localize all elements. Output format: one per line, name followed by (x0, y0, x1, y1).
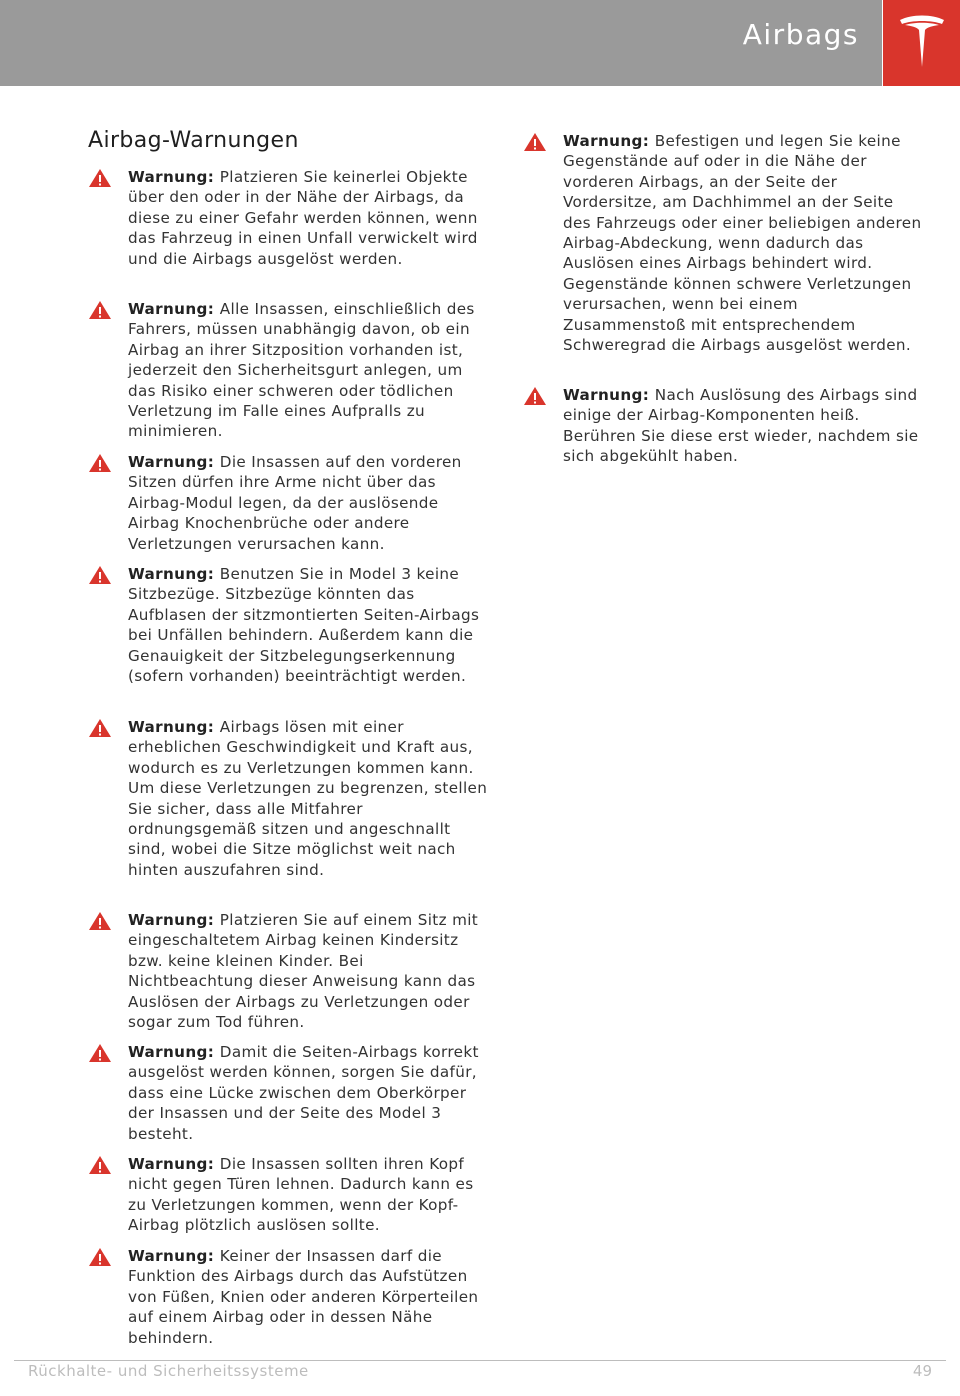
warning-item (128, 1154, 488, 1236)
warning-text: Keiner der Insassen darf die Funktion des Airbags durch das Aufstützen von Füßen, Knien oder anderen Körperteilen auf einem Airbag oder in dessen Nähe behindern. (128, 1247, 479, 1347)
warning-item (128, 910, 488, 1032)
warning-triangle-icon (88, 1155, 112, 1175)
warning-item (128, 452, 488, 554)
warning-triangle-icon (88, 565, 112, 585)
warning-triangle-icon (88, 1043, 112, 1063)
warning-label: Warnung: (563, 386, 655, 404)
warning-label: Warnung: (128, 1247, 220, 1265)
warning-text: Alle Insassen, einschließlich des Fahrers, müssen unabhängig davon, ob ein Airbag an ihrer Sitzposition vorhanden ist, jederzeit den Sicherheitsgurt anlegen, um das Risiko einer schweren oder tödlichen Verletzung im Falle eines Aufpralls zu minimieren. (128, 300, 475, 441)
warning-label: Warnung: (128, 1155, 220, 1173)
warning-label: Warnung: (563, 132, 655, 150)
warning-label: Warnung: (128, 300, 220, 318)
warning-label: Warnung: (128, 1043, 220, 1061)
warning-triangle-icon (523, 386, 547, 406)
warning-triangle-icon (88, 300, 112, 320)
warning-item (128, 564, 488, 686)
warning-text: Platzieren Sie auf einem Sitz mit eingeschaltetem Airbag keinen Kindersitz bzw. keine kleinen Kinder. Bei Nichtbeachtung dieser Anweisung kann das Auslösen der Airbags zu Verletzungen oder sogar zum Tod führen. (128, 911, 479, 1032)
warning-item (128, 1246, 488, 1348)
warning-label: Warnung: (128, 565, 220, 583)
warning-text: Damit die Seiten-Airbags korrekt ausgelöst werden können, sorgen Sie dafür, dass eine Lücke zwischen dem Oberkörper der Insassen und der Seite des Model 3 besteht. (128, 1043, 479, 1143)
warning-item (128, 717, 488, 880)
warning-label: Warnung: (128, 718, 220, 736)
page-header-title: Airbags (742, 18, 859, 51)
warning-text: Die Insassen auf den vorderen Sitzen dürfen ihre Arme nicht über das Airbag-Modul legen, da der auslösende Airbag Knochenbrüche oder andere Verletzungen verursachen kann. (128, 453, 462, 553)
tesla-logo-icon (897, 13, 947, 69)
logo-box (883, 0, 960, 86)
warning-text: Platzieren Sie keinerlei Objekte über den oder in der Nähe der Airbags, da diese zu einer Gefahr werden können, wenn das Fahrzeug in einen Unfall verwickelt wird und die Airbags ausgelöst werden. (128, 168, 478, 268)
warning-text: Benutzen Sie in Model 3 keine Sitzbezüge. Sitzbezüge könnten das Aufblasen der sitzmontierten Seiten-Airbags bei Unfällen behindern. Außerdem kann die Genauigkeit der Sitzbelegungserkennung (sofern vorhanden) beeinträchtigt werden. (128, 565, 480, 686)
warning-item (563, 385, 923, 467)
footer-page-number: 49 (912, 1362, 932, 1380)
warning-item (128, 1042, 488, 1144)
warning-text: Die Insassen sollten ihren Kopf nicht gegen Türen lehnen. Dadurch kann es zu Verletzungen kommen, wenn der Kopf-Airbag plötzlich auslösen sollte. (128, 1155, 474, 1235)
warning-item (128, 167, 488, 269)
warning-triangle-icon (88, 911, 112, 931)
warning-label: Warnung: (128, 453, 220, 471)
warning-label: Warnung: (128, 168, 220, 186)
warning-item (563, 131, 923, 355)
warning-triangle-icon (88, 453, 112, 473)
warning-text: Nach Auslösung des Airbags sind einige der Airbag-Komponenten heiß. Berühren Sie diese erst wieder, nachdem sie sich abgekühlt haben. (563, 386, 919, 466)
warning-triangle-icon (88, 718, 112, 738)
warning-triangle-icon (88, 1247, 112, 1267)
footer-divider (14, 1360, 946, 1361)
warning-triangle-icon (88, 168, 112, 188)
section-heading: Airbag-Warnungen (88, 128, 299, 153)
footer-section-name: Rückhalte- und Sicherheitssysteme (28, 1362, 309, 1380)
warning-label: Warnung: (128, 911, 220, 929)
warning-item (128, 299, 488, 442)
warning-text: Befestigen und legen Sie keine Gegenstände auf oder in die Nähe der vorderen Airbags, an der Seite der Vordersitze, am Dachhimmel an der Seite des Fahrzeugs oder einer beliebigen anderen Airbag-Abdeckung, wenn dadurch das Auslösen eines Airbags behindert wird. Gegenstände können schwere Verletzungen verursachen, wenn bei einem Zusammenstoß mit entsprechendem Schweregrad die Airbags ausgelöst werden. (563, 132, 922, 355)
warning-text: Airbags lösen mit einer erheblichen Geschwindigkeit und Kraft aus, wodurch es zu Verletzungen kommen kann. Um diese Verletzungen zu begrenzen, stellen Sie sicher, dass alle Mitfahrer ordnungsgemäß sitzen und angeschnallt sind, wobei die Sitze möglichst weit nach hinten auszufahren sind. (128, 718, 488, 879)
warning-triangle-icon (523, 132, 547, 152)
